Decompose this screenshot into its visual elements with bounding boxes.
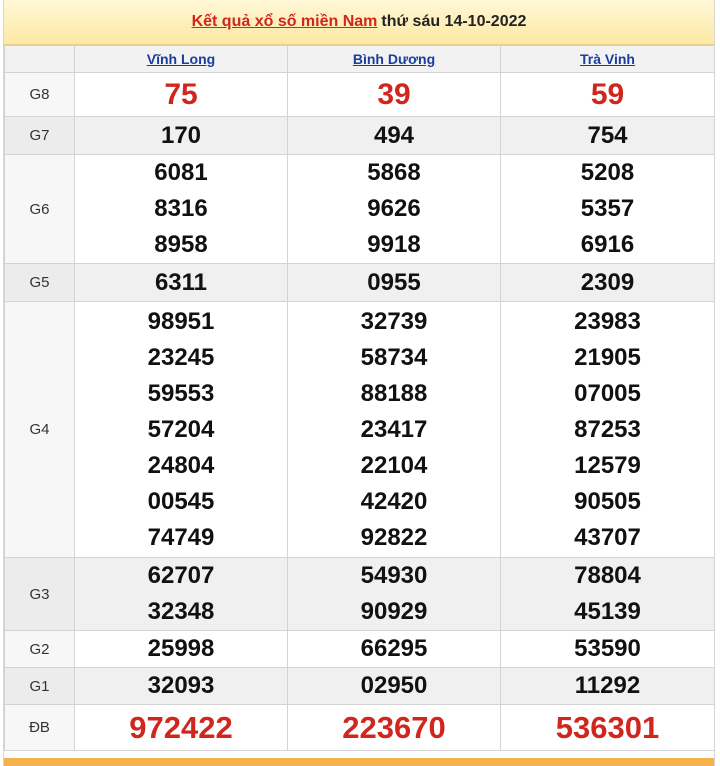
prize-number: 58734 bbox=[360, 343, 428, 371]
prize-number: 8316 bbox=[154, 195, 208, 222]
prize-number: 25998 bbox=[147, 635, 215, 662]
prize-cell bbox=[501, 117, 715, 155]
prize-number: 78804 bbox=[574, 562, 641, 589]
prize-number: 87253 bbox=[574, 415, 641, 443]
prize-cell bbox=[288, 668, 501, 705]
province-header-row bbox=[5, 46, 715, 73]
prize-number: 43707 bbox=[574, 523, 641, 551]
prize-number: 00545 bbox=[147, 487, 215, 515]
prize-label: G5 bbox=[5, 264, 75, 302]
prize-cell bbox=[288, 558, 501, 631]
prize-row-g5 bbox=[5, 264, 715, 302]
prize-cell bbox=[75, 117, 288, 155]
prize-rows bbox=[5, 73, 715, 751]
prize-cell bbox=[75, 264, 288, 302]
prize-cell bbox=[501, 264, 715, 302]
prize-cell bbox=[288, 631, 501, 668]
prize-number: 02950 bbox=[360, 672, 428, 699]
prize-number: 754 bbox=[587, 121, 628, 149]
prize-number: 223670 bbox=[342, 709, 446, 745]
prize-label: G3 bbox=[5, 558, 75, 631]
prize-number: 90505 bbox=[574, 487, 641, 515]
prize-number: 53590 bbox=[574, 635, 641, 662]
prize-label: G1 bbox=[5, 668, 75, 705]
header-corner bbox=[5, 46, 75, 73]
prize-label: G6 bbox=[5, 155, 75, 264]
prize-cell bbox=[288, 302, 501, 558]
prize-number: 9626 bbox=[367, 195, 421, 222]
province-header-3 bbox=[501, 46, 715, 73]
prize-number: 45139 bbox=[574, 598, 641, 625]
prize-row-g3 bbox=[5, 558, 715, 631]
prize-cell bbox=[75, 302, 288, 558]
prize-number: 57204 bbox=[147, 415, 215, 443]
bottom-strip bbox=[4, 758, 714, 766]
prize-number: 32348 bbox=[147, 598, 215, 625]
prize-number: 21905 bbox=[574, 343, 641, 371]
prize-number: 54930 bbox=[360, 562, 428, 589]
prize-number: 92822 bbox=[360, 523, 428, 551]
prize-number: 39 bbox=[377, 77, 411, 111]
prize-cell bbox=[75, 705, 288, 751]
prize-cell bbox=[501, 155, 715, 264]
prize-number: 972422 bbox=[129, 709, 233, 745]
province-link-binh-duong[interactable]: Bình Dương bbox=[352, 51, 436, 67]
prize-number: 32739 bbox=[360, 307, 428, 335]
prize-cell bbox=[501, 558, 715, 631]
prize-row-g7 bbox=[5, 117, 715, 155]
prize-label: G8 bbox=[5, 73, 75, 117]
prize-cell bbox=[288, 155, 501, 264]
prize-cell bbox=[75, 155, 288, 264]
prize-row-g8 bbox=[5, 73, 715, 117]
prize-cell bbox=[288, 117, 501, 155]
prize-number: 75 bbox=[164, 77, 198, 111]
prize-number: 6081 bbox=[154, 159, 208, 186]
prize-number: 0955 bbox=[367, 268, 421, 296]
prize-label: G7 bbox=[5, 117, 75, 155]
title-date: thứ sáu 14-10-2022 bbox=[381, 13, 527, 30]
prize-number: 170 bbox=[160, 121, 202, 149]
prize-cell bbox=[501, 668, 715, 705]
prize-number: 11292 bbox=[574, 672, 641, 699]
prize-cell bbox=[75, 73, 288, 117]
prize-cell bbox=[501, 705, 715, 751]
prize-number: 32093 bbox=[147, 672, 215, 699]
prize-cell bbox=[288, 73, 501, 117]
prize-number: 494 bbox=[373, 121, 415, 149]
province-header-1 bbox=[75, 46, 288, 73]
prize-number: 22104 bbox=[360, 451, 428, 479]
prize-number: 5868 bbox=[367, 159, 421, 186]
results-table bbox=[4, 45, 715, 751]
province-link-tra-vinh[interactable]: Trà Vinh bbox=[580, 51, 635, 67]
prize-number: 59 bbox=[590, 77, 625, 111]
province-header-2 bbox=[288, 46, 501, 73]
prize-number: 5208 bbox=[580, 159, 635, 186]
prize-number: 90929 bbox=[360, 598, 428, 625]
prize-number: 66295 bbox=[360, 635, 428, 662]
prize-number: 12579 bbox=[574, 451, 641, 479]
prize-row-g2 bbox=[5, 631, 715, 668]
prize-number: 2309 bbox=[580, 268, 635, 296]
prize-label: G2 bbox=[5, 631, 75, 668]
prize-number: 536301 bbox=[555, 709, 660, 745]
prize-number: 23245 bbox=[147, 343, 215, 371]
prize-cell bbox=[288, 264, 501, 302]
prize-cell bbox=[75, 558, 288, 631]
prize-number: 74749 bbox=[147, 523, 215, 551]
prize-number: 62707 bbox=[147, 562, 215, 589]
results-title-bar bbox=[4, 0, 714, 45]
prize-cell bbox=[501, 302, 715, 558]
prize-number: 5357 bbox=[580, 195, 635, 222]
prize-number: 6311 bbox=[154, 268, 208, 296]
prize-number: 59553 bbox=[147, 379, 215, 407]
prize-number: 98951 bbox=[147, 307, 215, 335]
results-frame bbox=[3, 0, 715, 766]
prize-row-g6 bbox=[5, 155, 715, 264]
prize-number: 24804 bbox=[147, 451, 215, 479]
prize-number: 23417 bbox=[360, 415, 428, 443]
province-link-vinh-long[interactable]: Vĩnh Long bbox=[146, 51, 216, 67]
prize-cell bbox=[75, 631, 288, 668]
prize-row-g1 bbox=[5, 668, 715, 705]
prize-number: 88188 bbox=[360, 379, 428, 407]
prize-label: G4 bbox=[5, 302, 75, 558]
prize-number: 9918 bbox=[367, 231, 421, 258]
prize-number: 42420 bbox=[360, 487, 428, 515]
prize-number: 07005 bbox=[574, 379, 641, 407]
prize-cell bbox=[501, 631, 715, 668]
prize-number: 8958 bbox=[154, 231, 208, 258]
prize-cell bbox=[501, 73, 715, 117]
prize-row-db bbox=[5, 705, 715, 751]
prize-label: ĐB bbox=[5, 705, 75, 751]
title-link[interactable]: Kết quả xổ số miền Nam bbox=[191, 13, 378, 30]
prize-number: 6916 bbox=[580, 231, 635, 258]
prize-row-g4 bbox=[5, 302, 715, 558]
prize-number: 23983 bbox=[574, 307, 641, 335]
prize-cell bbox=[75, 668, 288, 705]
prize-cell bbox=[288, 705, 501, 751]
